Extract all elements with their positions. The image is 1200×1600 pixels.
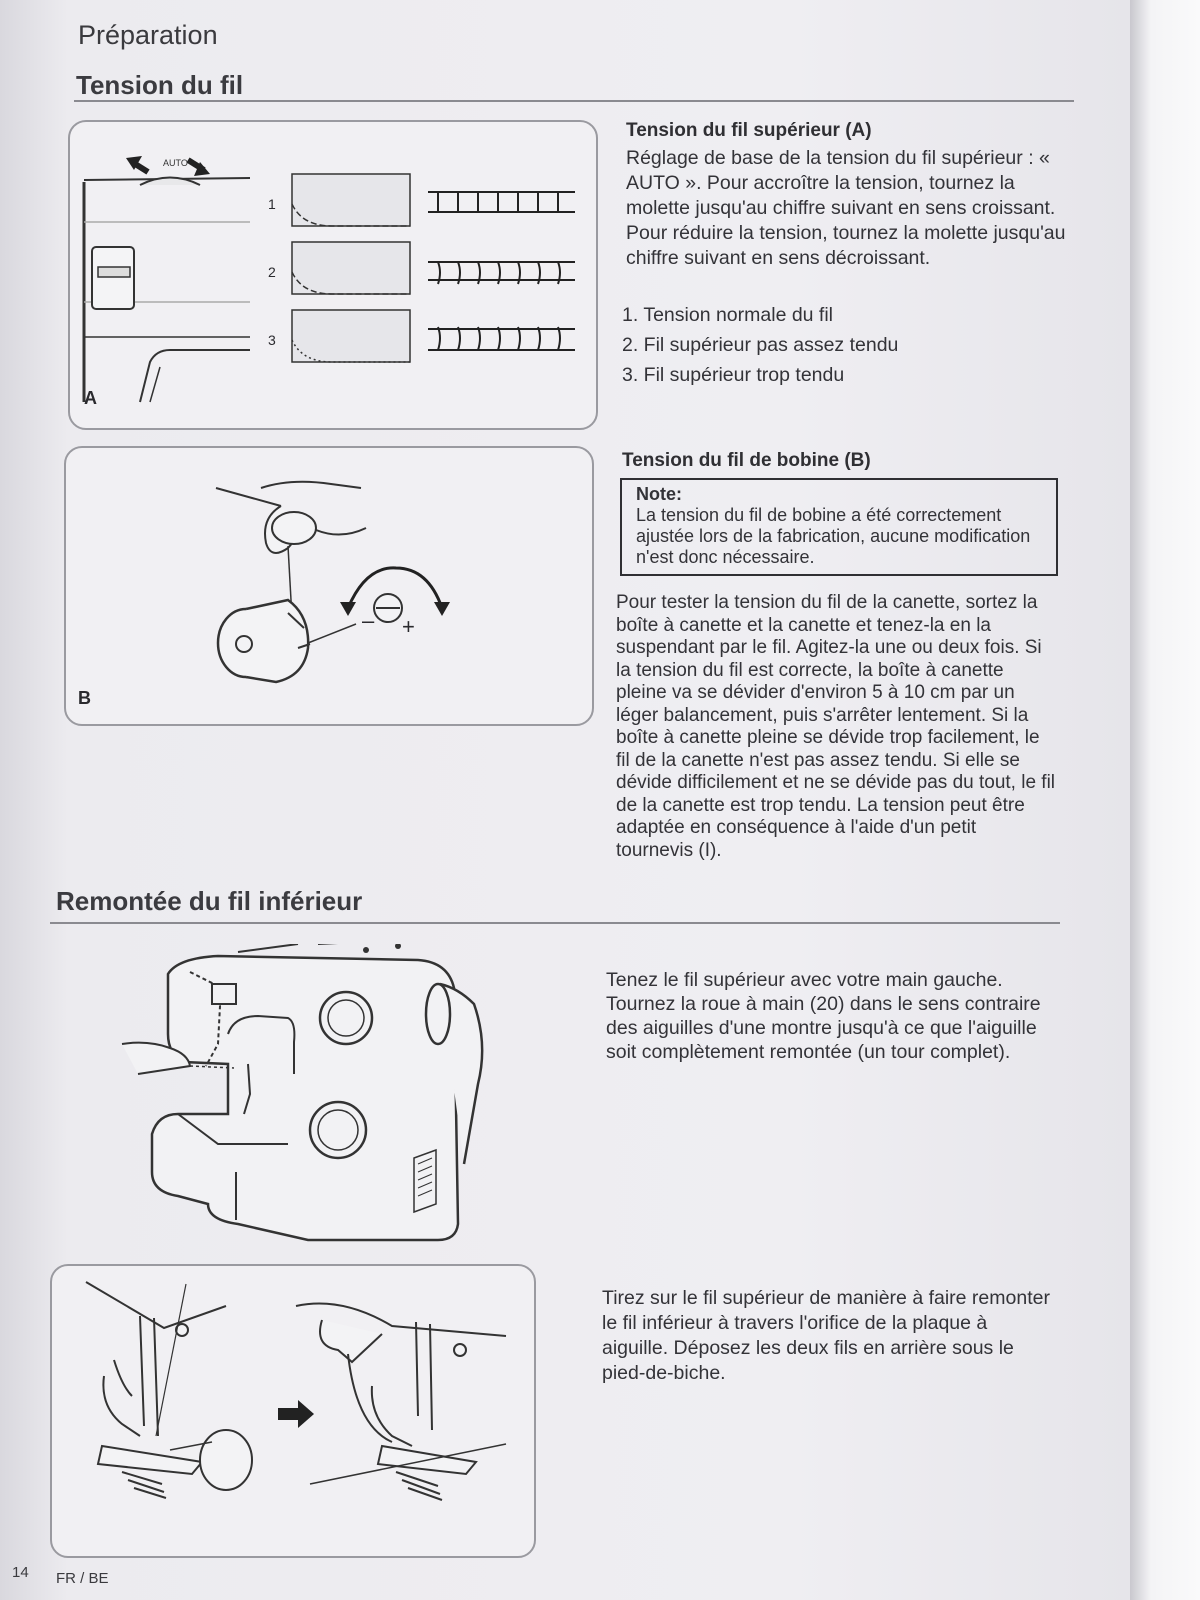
list-item: 2. Fil supérieur pas assez tendu [622,334,899,356]
right-arrow-icon [278,1400,314,1428]
note-text: La tension du fil de bobine a été correctement ajustée lors de la fabrication, aucune modification n'est donc nécessaire. [636,505,1031,567]
step1-paragraph: Tenez le fil supérieur avec votre main gauche. Tournez la roue à main (20) dans le sens contraire des aiguilles d'une montre jusqu'à ce que l'aiguille soit complètement remontée (un tour complet). [606,969,1041,1063]
sewing-machine-drawing [118,944,508,1254]
page-title: Tension du fil [76,70,244,100]
fabric-samples [292,174,410,362]
upper-tension-paragraph: Réglage de base de la tension du fil supérieur : « AUTO ». Pour accroître la tension, tournez la molette jusqu'au chiffre suivant en sens croissant. Pour réduire la tension, tournez la molette jusqu'au chiffre suivant en sens décroissant. [626,147,1066,269]
row-number-2: 2 [268,264,276,280]
section-rule [50,922,1060,924]
bobbin-case-diagram [66,448,592,724]
title-rule [74,100,1074,102]
bobbin-tension-paragraph: Pour tester la tension du fil de la canette, sortez la boîte à canette et la canette et tenez-la en la suspendant par le fil. Agitez-la une ou deux fois. Si la tension du fil est correcte, la boîte à canette pleine va se dévider d'environ 5 à 10 cm par un léger balancement, puis s'arrêter lentement. Si la boîte à canette pleine se dévide trop facilement, le fil de la canette n'est pas assez tendu. Si elle se dévide difficilement et ne se dévide pas du tout, le fil de la canette est trop tendu. La tension peut être adaptée en conséquence à l'aide d'un petit tournevis (I). [616,592,1056,861]
note-title: Note: [636,484,682,504]
figure-a-panel [68,120,598,430]
list-item: 3. Fil supérieur trop tendu [622,364,845,386]
needle-panel [50,1264,536,1558]
section-label: Préparation [78,20,218,50]
section-title: Remontée du fil inférieur [56,886,363,916]
bobbin-tension-title: Tension du fil de bobine (B) [622,450,871,471]
needle-diagram [52,1266,534,1556]
sewing-machine-illustration [118,944,508,1254]
locale-label: FR / BE [56,1570,109,1587]
figure-b-label: B [78,688,91,708]
figure-b-panel [64,446,594,726]
tension-dial-diagram [70,122,596,428]
row-number-1: 1 [268,196,276,212]
note-box [620,478,1058,576]
upper-tension-list [622,300,898,390]
upper-tension-title: Tension du fil supérieur (A) [626,120,872,141]
row-number-3: 3 [268,332,276,348]
step2-paragraph: Tirez sur le fil supérieur de manière à faire remonter le fil inférieur à travers l'orifice de la plaque à aiguille. Déposez les deux fils en arrière sous le pied-de-biche. [602,1287,1050,1384]
page-number: 14 [12,1564,29,1581]
minus-sign: – [362,608,375,633]
figure-a-label: A [84,388,97,408]
plus-sign: + [402,614,415,639]
stitch-diagrams [428,192,575,350]
page-edge [1130,0,1200,1600]
dial-label: AUTO [163,158,188,168]
list-item: 1. Tension normale du fil [622,304,834,326]
